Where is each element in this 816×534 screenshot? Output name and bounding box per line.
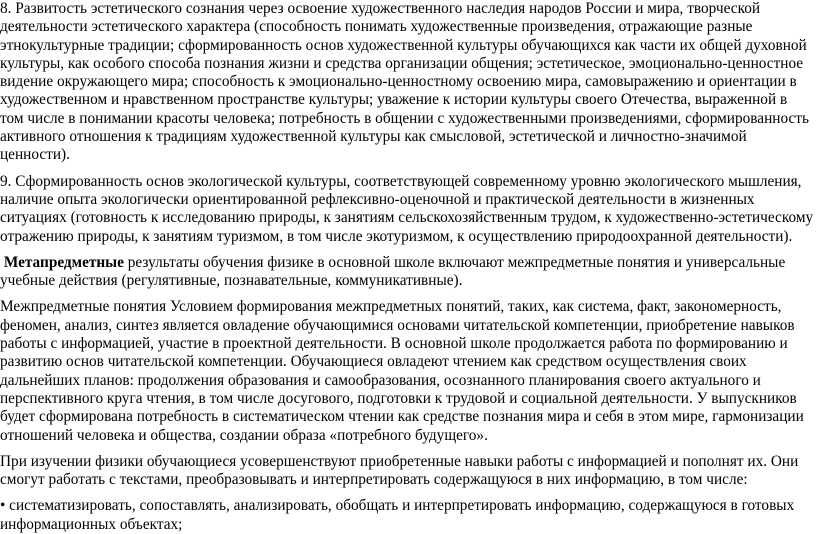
paragraph-item-8: 8. Развитость эстетического сознания через освоение художественного наследия народов России и мира, творческой деятельности эстетического характера (способность понимать художественные произведения, отражающие разные этнокультурные традиции; сформированность основ художественной культуры обучающихся как части их общей духовной культуры, как особого способа познания жизни и средства организации общения; эстетическое, эмоционально-ценностное видение окружающего мира; способность к эмоционально-ценностному освоению мира, самовыражению и ориентации в художественном и нравственном пространстве культуры; уважение к истории культуры своего Отечества, выраженной в том числе в понимании красоты человека; потребность в общении с художественными произведениями, сформированность активного отношения к традициям художественной культуры как смысловой, эстетической и личностно-значимой ценности). (0, 0, 809, 164)
paragraph-physics-information: При изучении физики обучающиеся усовершенствуют приобретенные навыки работы с информацией и пополнят их. Они смогут работать с текстами, преобразовывать и интерпретировать содержащуюся в них информацию, в том числе: (0, 452, 799, 489)
metasubject-heading: Метапредметные (3, 253, 124, 271)
paragraph-item-9: 9. Сформированность основ экологической культуры, соответствующей современному уровню экологического мышления, наличие опыта экологически ориентированной рефлексивно-оценочной и практической деятельности в жизненных ситуациях (готовность к исследованию природы, к занятиям сельскохозяйственным трудом, к художественно-эстетическому отражению природы, к занятиям туризмом, в том числе экотуризмом, к осуществлению природоохранной деятельности). (0, 172, 814, 245)
metasubject-text: результаты обучения физике в основной школе включают межпредметные понятия и универсальные учебные действия (регулятивные, познавательные, коммуникативные). (0, 253, 786, 290)
paragraph-metasubject (0, 254, 814, 291)
bullet-item-systematize: • систематизировать, сопоставлять, анализировать, обобщать и интерпретировать информацию, содержащуюся в готовых информационных объектах; (0, 497, 795, 533)
paragraph-interdisciplinary-concepts: Межпредметные понятия Условием формирования межпредметных понятий, таких, как система, факт, закономерность, феномен, анализ, синтез является овладение обучающимися основами читательской компетенции, приобретение навыков работы с информацией, участие в проектной деятельности. В основной школе продолжается работа по формированию и развитию основ читательской компетенции. Обучающиеся овладеют чтением как средством осуществления своих дальнейших планов: продолжения образования и самообразования, осознанного планирования своего актуального и перспективного круга чтения, в том числе досугового, подготовки к трудовой и социальной деятельности. У выпускников будет сформирована потребность в систематическом чтении как средстве познания мира и себя в этом мире, гармонизации отношений человека и общества, создании образа «потребного будущего». (0, 298, 804, 444)
